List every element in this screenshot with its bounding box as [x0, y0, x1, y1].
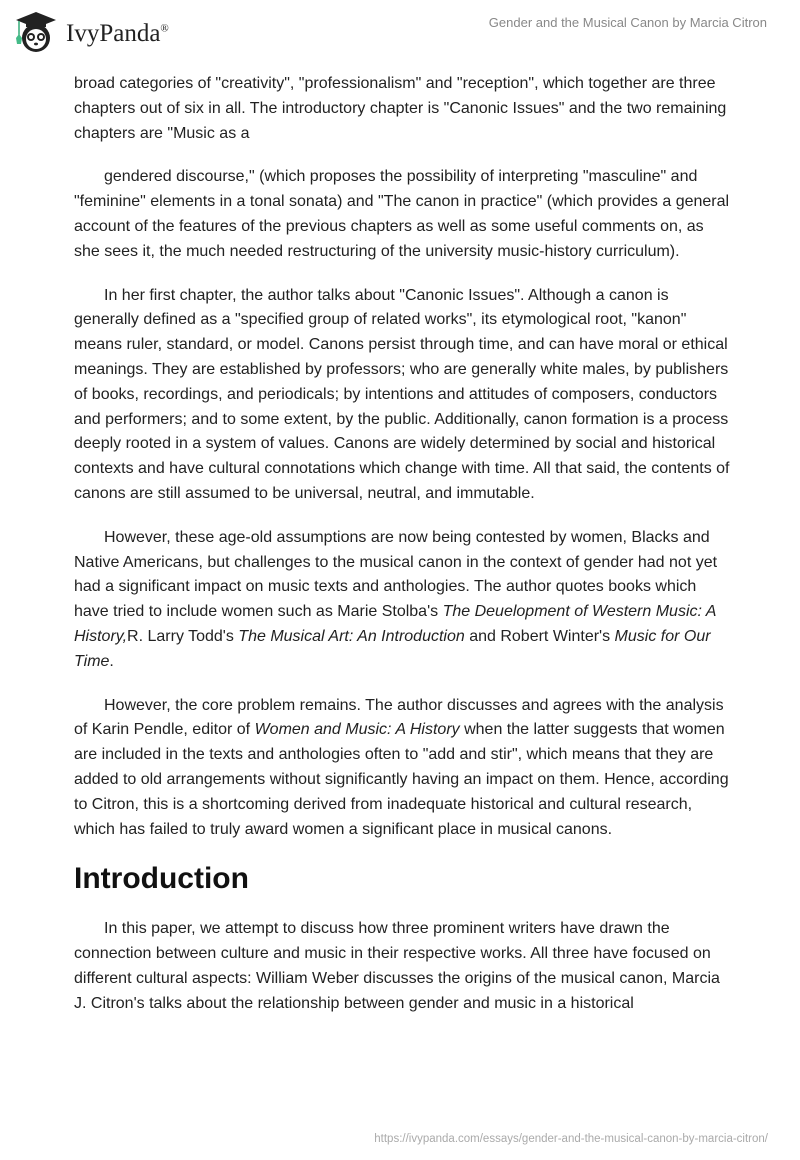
paragraph: [74, 72, 730, 146]
paragraph-text: .: [109, 652, 114, 670]
paragraph: [74, 284, 730, 507]
book-title: The Deuelopment of Western Music: A History,: [74, 603, 716, 645]
book-title: The Musical Art: An Introduction: [238, 627, 465, 645]
paragraph: [74, 165, 730, 264]
paragraph-text: However, the core problem remains. The author discusses and agrees with the analysis of Karin Pendle, editor of: [74, 696, 724, 739]
book-title: Music for Our Time: [74, 627, 711, 670]
document-title: Gender and the Musical Canon by Marcia Citron: [488, 15, 767, 30]
paragraph-text: In her first chapter, the author talks about "Canonic Issues". Although a canon is generally defined as a "specified group of related works", its etymological root, "kanon" means ruler, standard, or model. Canons persist through time, and can have moral or ethical meanings. They are established by professors; who are generally white males, by publishers of books, recordings, and periodicals; by intentions and attitudes of composers, conductors and performers; and to some extent, by the public. Additionally, canon formation is a process deeply rooted in a system of values. Canons are widely determined by social and historical contexts and have cultural connotations which change with time. All that said, the contents of canons are still assumed to be universal, neutral, and immutable.: [74, 286, 730, 502]
paragraph-text: when the latter suggests that women are included in the texts and anthologies often to "add and stir", which means that they are added to old arrangements without significantly having an impact on them. Hence, according to Citron, this is a shortcoming derived from inadequate historical and cultural research, which has failed to truly award women a significant place in musical canons.: [74, 721, 729, 838]
essay-body: [74, 72, 730, 1036]
paragraph-text: broad categories of "creativity", "professionalism" and "reception", which together are three chapters out of six in all. The introductory chapter is "Canonic Issues" and the two remaining chapters are "Music as a: [74, 75, 727, 142]
brand-text: IvyPanda: [66, 20, 161, 47]
paragraph: [74, 526, 730, 675]
paragraph-text: and Robert Winter's: [464, 627, 615, 645]
paragraph-text: gendered discourse," (which proposes the possibility of interpreting "masculine" and "feminine" elements in a tonal sonata) and "The canon in practice" (which provides a general account of the features of the previous chapters as well as some useful comments on, as she sees it, the much needed restructuring of the university music-history curriculum).: [74, 168, 730, 260]
page-header: [0, 0, 800, 60]
paragraph-text: In this paper, we attempt to discuss how three prominent writers have drawn the connection between culture and music in their respective works. All three have focused on different cultural aspects: William Weber discusses the origins of the musical canon, Marcia J. Citron's talks about the relationship between gender and music in a historical: [74, 920, 720, 1012]
section-heading: Introduction: [74, 862, 249, 896]
panda-graduate-icon: [12, 8, 60, 54]
registered-mark: ®: [160, 22, 169, 35]
book-title: Women and Music: A History: [254, 721, 460, 739]
paragraph-text: However, these age-old assumptions are now being contested by women, Blacks and Native Americans, but challenges to the musical canon in the context of gender had not yet had a significant impact on music texts and anthologies. The author quotes books which have tried to include women such as Marie Stolba's: [74, 528, 718, 621]
paragraph-text: R. Larry Todd's: [127, 627, 239, 645]
paragraph: [74, 694, 730, 843]
paragraph: [74, 917, 730, 1016]
source-url[interactable]: https://ivypanda.com/essays/gender-and-the-musical-canon-by-marcia-citron/: [374, 1133, 768, 1145]
ivypanda-logo[interactable]: [12, 8, 169, 54]
brand-name: [66, 20, 169, 48]
